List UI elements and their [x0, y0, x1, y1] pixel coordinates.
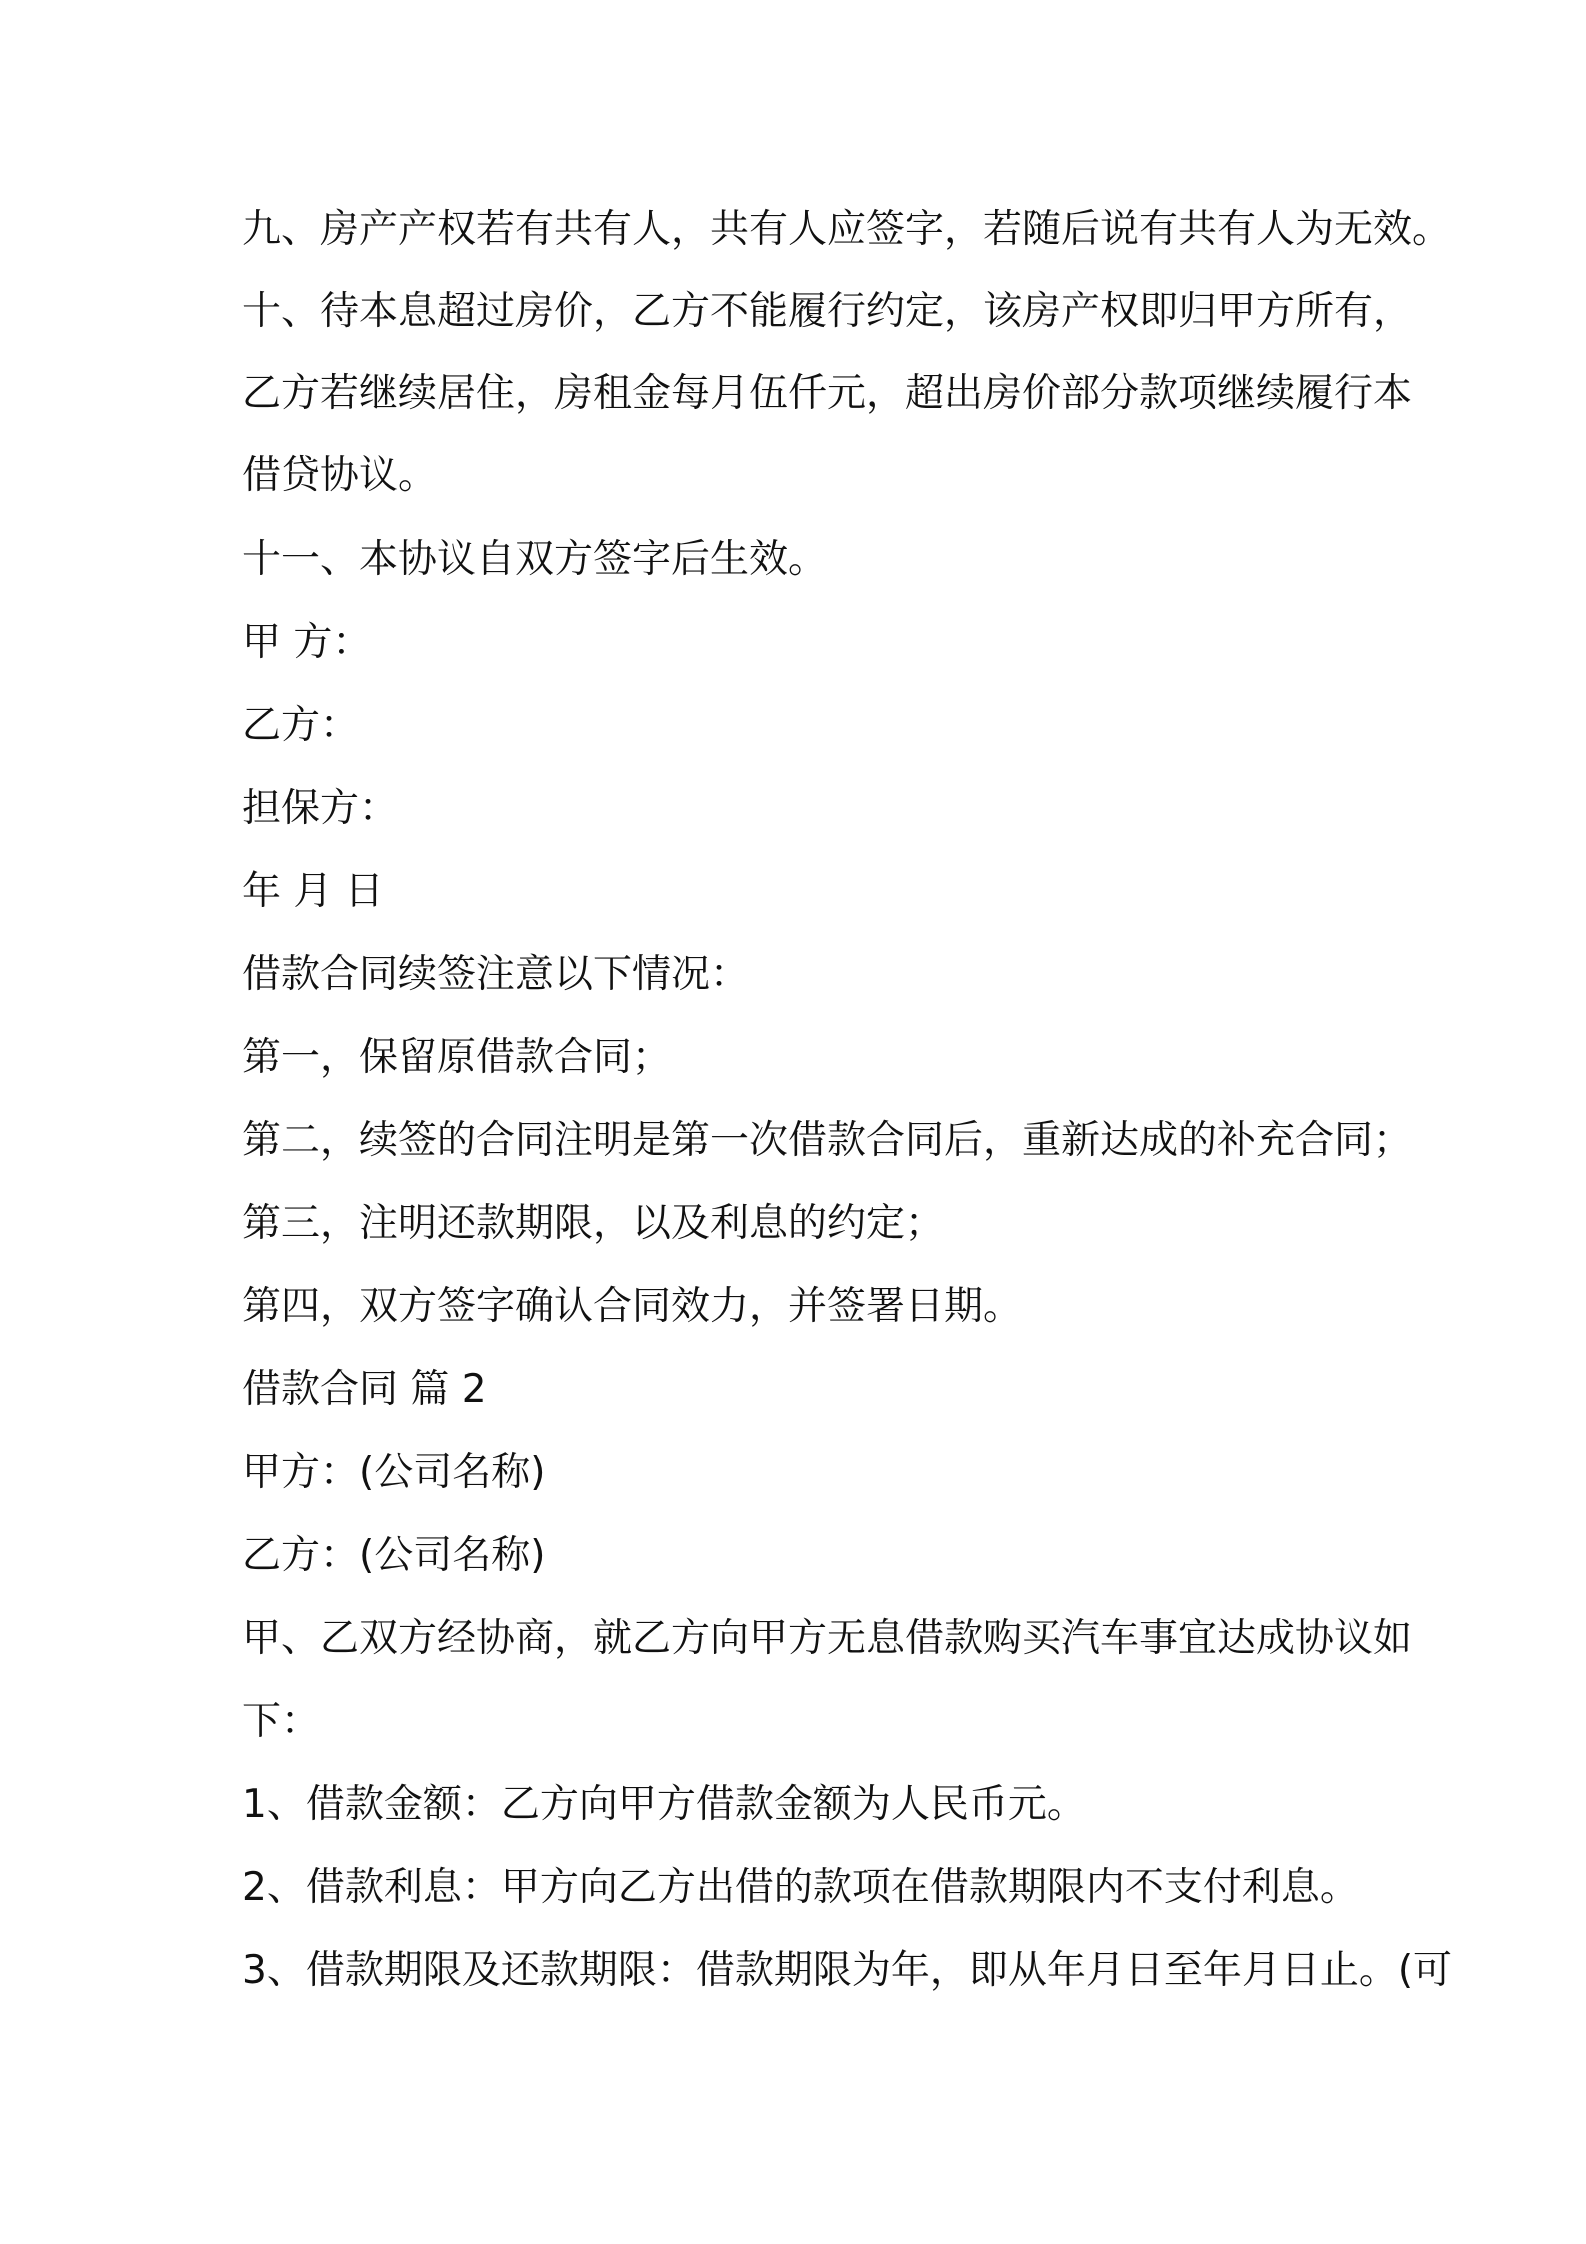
clause-eleven: 十一、本协议自双方签字后生效。	[242, 537, 828, 582]
party-a-company: 甲方：(公司名称)	[242, 1450, 546, 1495]
agreement-intro-line-1: 甲、乙双方经协商，就乙方向甲方无息借款购买汽车事宜达成协议如	[242, 1616, 1413, 1661]
party-b-signature: 乙方：	[242, 703, 360, 748]
clause-nine: 九、房产产权若有共有人，共有人应签字，若随后说有共有人为无效。	[242, 207, 1452, 252]
loan-interest-clause: 2、借款利息：甲方向乙方出借的款项在借款期限内不支付利息。	[242, 1865, 1359, 1910]
loan-amount-clause: 1、借款金额：乙方向甲方借款金额为人民币元。	[242, 1782, 1086, 1827]
renewal-point-3: 第三，注明还款期限，以及利息的约定；	[242, 1201, 945, 1246]
renewal-point-2: 第二，续签的合同注明是第一次借款合同后，重新达成的补充合同；	[242, 1118, 1413, 1163]
clause-ten-line-3: 借贷协议。	[242, 453, 438, 498]
party-b-company: 乙方：(公司名称)	[242, 1533, 546, 1578]
clause-ten-line-1: 十、待本息超过房价，乙方不能履行约定，该房产权即归甲方所有，	[242, 289, 1413, 334]
date-line: 年 月 日	[242, 869, 384, 914]
party-a-signature: 甲 方：	[242, 620, 372, 665]
renewal-point-4: 第四，双方签字确认合同效力，并签署日期。	[242, 1284, 1023, 1329]
guarantor-signature: 担保方：	[242, 786, 399, 831]
loan-term-clause: 3、借款期限及还款期限：借款期限为年，即从年月日至年月日止。(可	[242, 1948, 1453, 1993]
renewal-heading: 借款合同续签注意以下情况：	[242, 952, 750, 997]
section-title: 借款合同 篇 2	[242, 1367, 487, 1412]
clause-ten-line-2: 乙方若继续居住，房租金每月伍仟元，超出房价部分款项继续履行本	[242, 371, 1413, 416]
renewal-point-1: 第一，保留原借款合同；	[242, 1035, 672, 1080]
agreement-intro-line-2: 下：	[242, 1699, 321, 1744]
